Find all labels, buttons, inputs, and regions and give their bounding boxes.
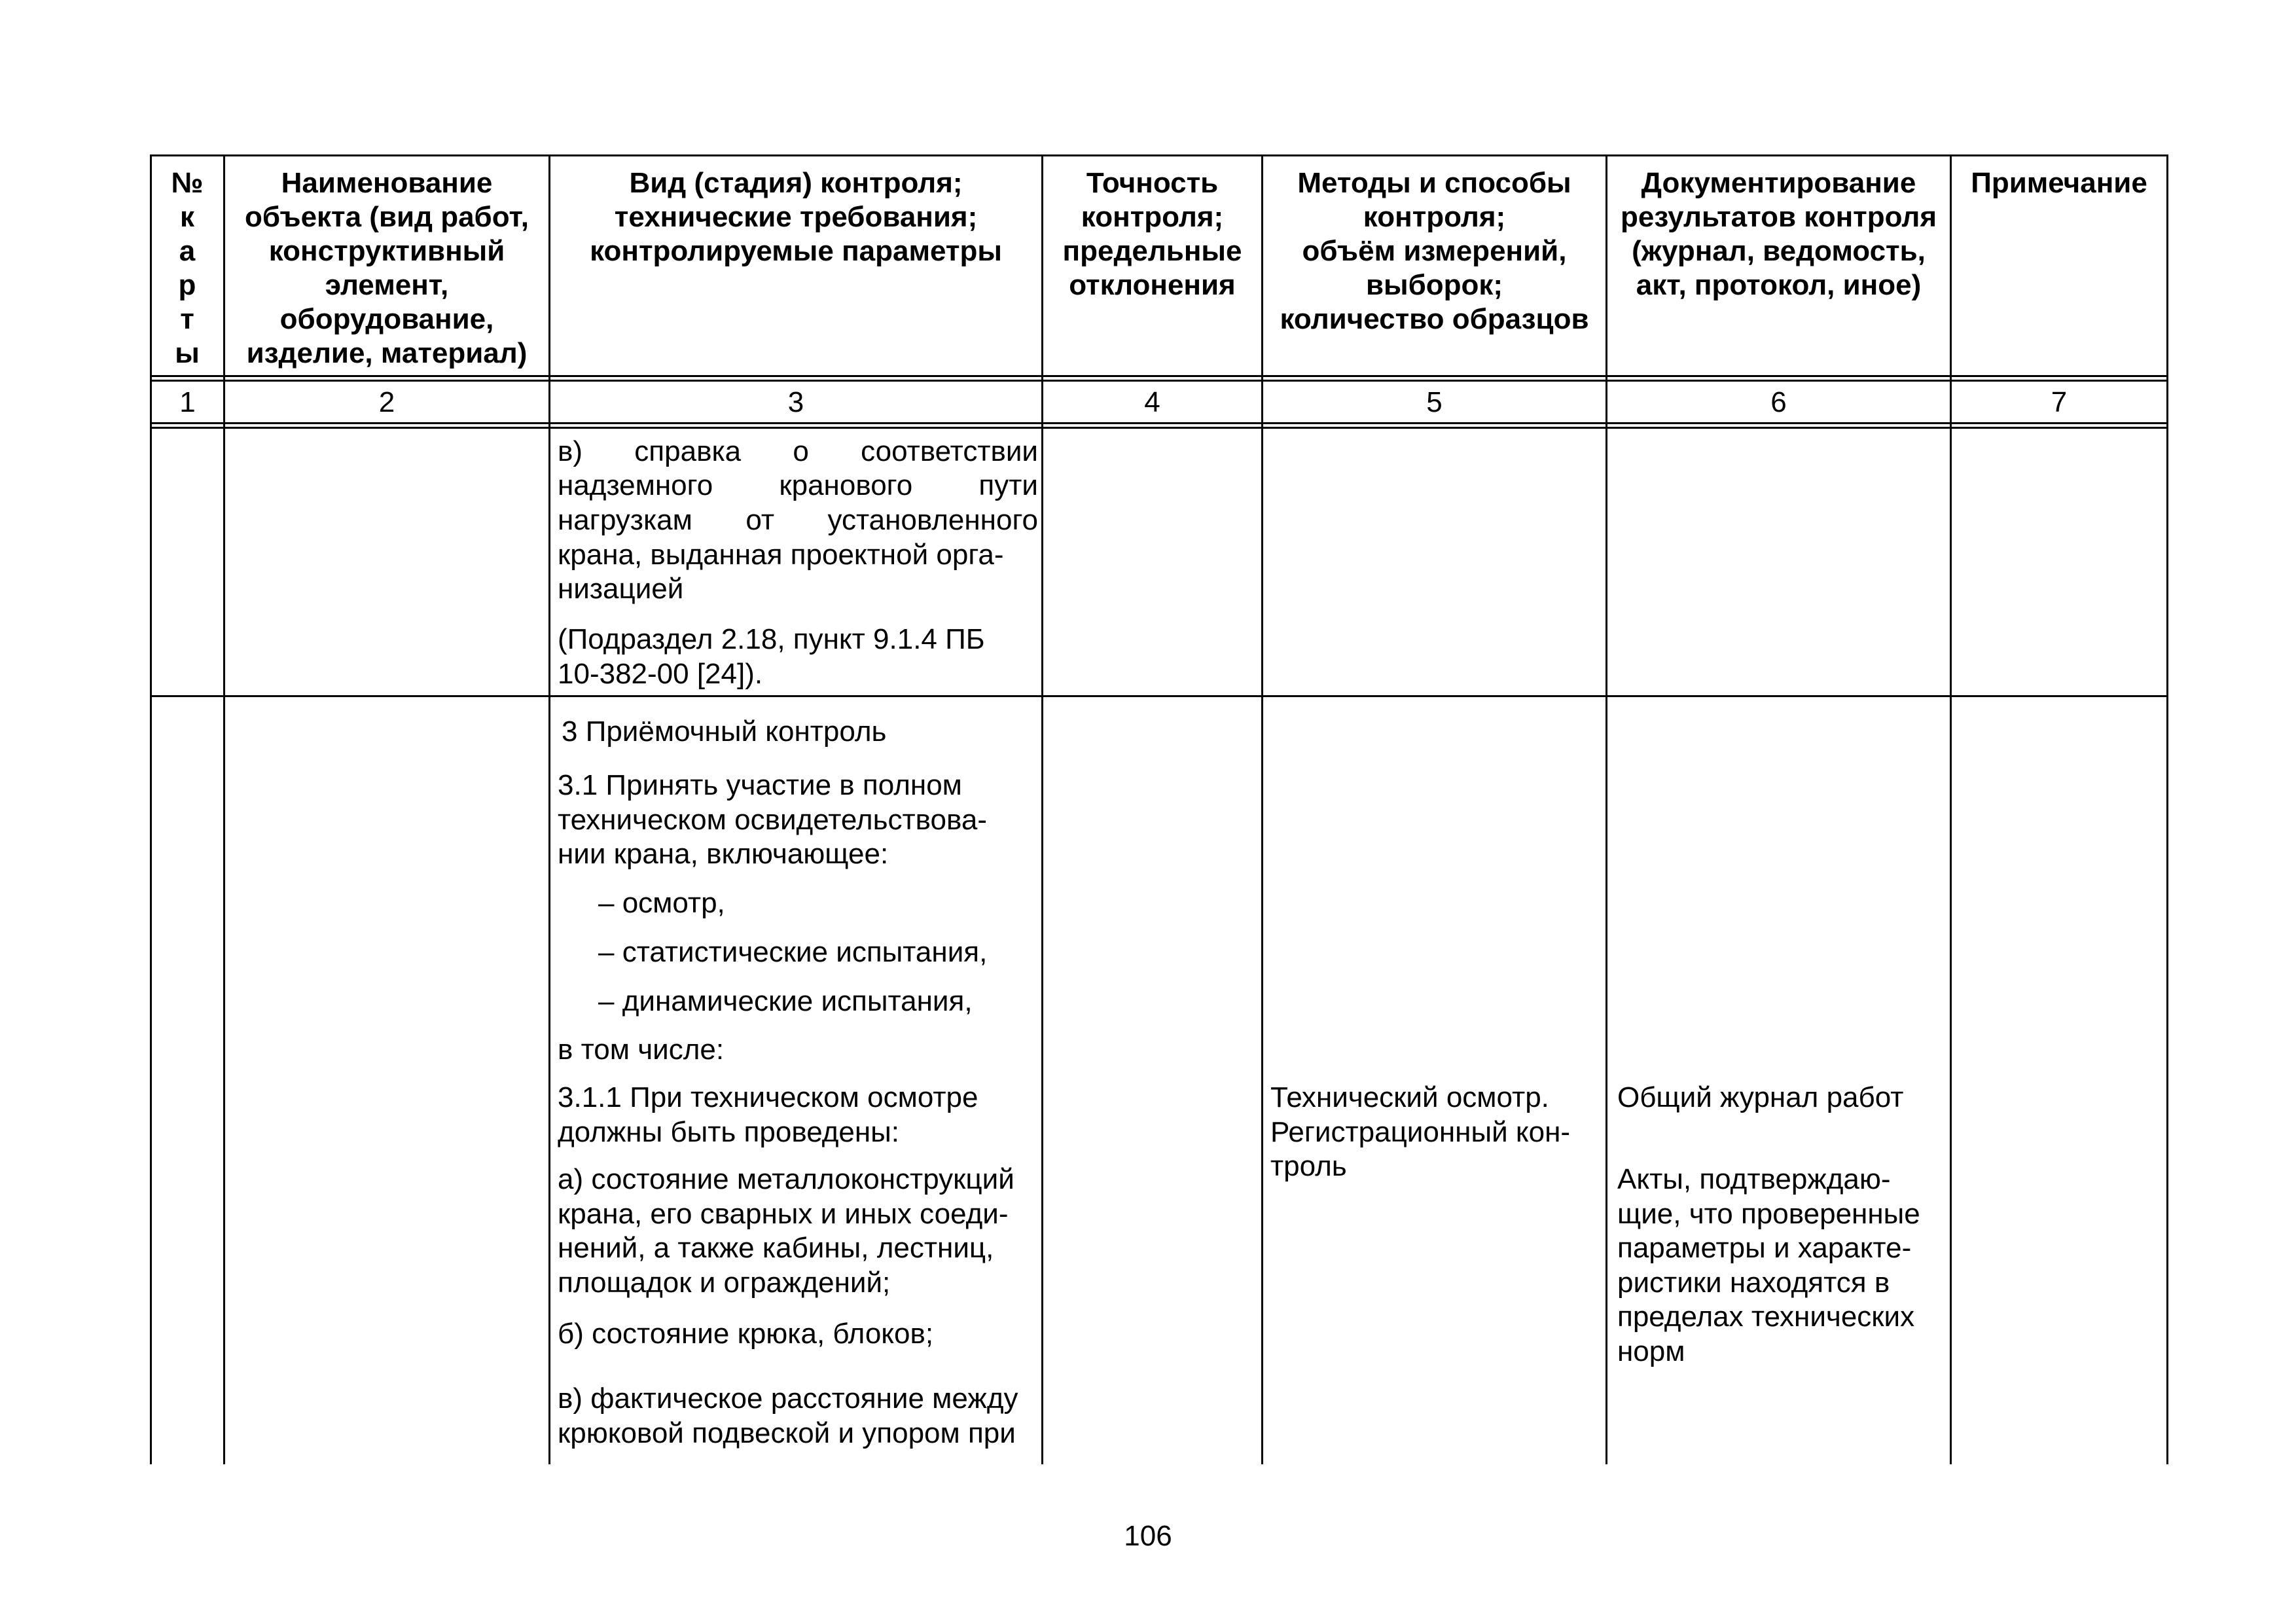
text-line: нений, а также кабины, лестниц,	[558, 1232, 994, 1264]
text-line: щие, что проверенные	[1617, 1198, 1920, 1230]
column-number: 1	[179, 386, 196, 418]
number-row-divider-2	[150, 427, 2167, 429]
text-line: параметры и характе-	[1617, 1232, 1912, 1264]
text-line: крюковой подвеской и упором при	[558, 1417, 1016, 1449]
text-line: надземного кранового пути	[558, 469, 1038, 501]
text-line: нагрузкам от установленного	[558, 504, 1038, 536]
text-line: низацией	[558, 573, 684, 605]
header-note: Примечание	[1971, 167, 2147, 199]
col-border-2	[548, 154, 550, 1464]
text-line: 3.1 Принять участие в полном	[558, 769, 962, 801]
text-line: в) фактическое расстояние между	[558, 1382, 1018, 1415]
header-divider-2	[150, 380, 2167, 382]
text-line: 10-382-00 [24]).	[558, 658, 763, 690]
column-number: 3	[787, 386, 804, 418]
text-line: б) состояние крюка, блоков;	[558, 1318, 934, 1350]
list-item: – динамические испытания,	[598, 985, 973, 1017]
col-border-3	[1041, 154, 1043, 1464]
table-top-border	[150, 154, 2167, 156]
section-heading: 3 Приёмочный контроль	[562, 715, 887, 748]
text-line: нии крана, включающее:	[558, 838, 889, 870]
header-object-name: Наименование объекта (вид работ, конструктивный элемент, оборудование, изделие, материал)	[245, 167, 529, 369]
text-line: должны быть проведены:	[558, 1116, 900, 1148]
row2-col6-journal: Общий журнал работ	[1617, 1081, 1904, 1113]
col-border-5	[1605, 154, 1607, 1464]
column-number: 5	[1426, 386, 1443, 418]
text-line: пределах технических	[1617, 1301, 1915, 1333]
column-number: 7	[2051, 386, 2068, 418]
text-line: норм	[1617, 1335, 1685, 1367]
list-item: – осмотр,	[598, 887, 725, 919]
list-item: – статистические испытания,	[598, 936, 988, 968]
page-number: 106	[1124, 1520, 1172, 1552]
text-line: троль	[1270, 1150, 1347, 1182]
text-line: (Подраздел 2.18, пункт 9.1.4 ПБ	[558, 623, 985, 655]
col-border-6	[1950, 154, 1952, 1464]
column-number: 2	[378, 386, 395, 418]
header-documentation: Документирование результатов контроля (журнал, ведомость, акт, протокол, иное)	[1620, 167, 1937, 301]
column-number: 6	[1770, 386, 1787, 418]
column-number: 4	[1144, 386, 1160, 418]
text-line: в том числе:	[558, 1034, 725, 1066]
header-divider	[150, 375, 2167, 377]
number-row-divider	[150, 422, 2167, 424]
text-line: 3.1.1 При техническом осмотре	[558, 1081, 978, 1113]
text-line: Регистрационный кон-	[1270, 1116, 1571, 1148]
header-accuracy: Точность контроля; предельные отклонения	[1062, 167, 1242, 301]
text-line: Технический осмотр.	[1270, 1081, 1549, 1113]
col-border-4	[1261, 154, 1263, 1464]
row-divider	[150, 695, 2167, 697]
col-border-left	[150, 154, 152, 1464]
col-border-right	[2166, 154, 2168, 1464]
header-control-type: Вид (стадия) контроля; технические требования; контролируемые параметры	[590, 167, 1002, 267]
text-line: ристики находятся в	[1617, 1267, 1890, 1299]
text-line: крана, выданная проектной орга-	[558, 539, 1004, 571]
text-line: техническом освидетельствова-	[558, 804, 988, 836]
text-line: крана, его сварных и иных соеди-	[558, 1198, 1009, 1230]
text-line: Акты, подтверждаю-	[1617, 1163, 1891, 1195]
text-line: площадок и ограждений;	[558, 1267, 891, 1299]
header-methods: Методы и способы контроля; объём измерений, выборок; количество образцов	[1280, 167, 1589, 335]
text-line: в) справка о соответствии	[558, 435, 1038, 467]
text-line: а) состояние металлоконструкций	[558, 1163, 1014, 1195]
header-card-number: № к а р т ы	[171, 167, 204, 369]
